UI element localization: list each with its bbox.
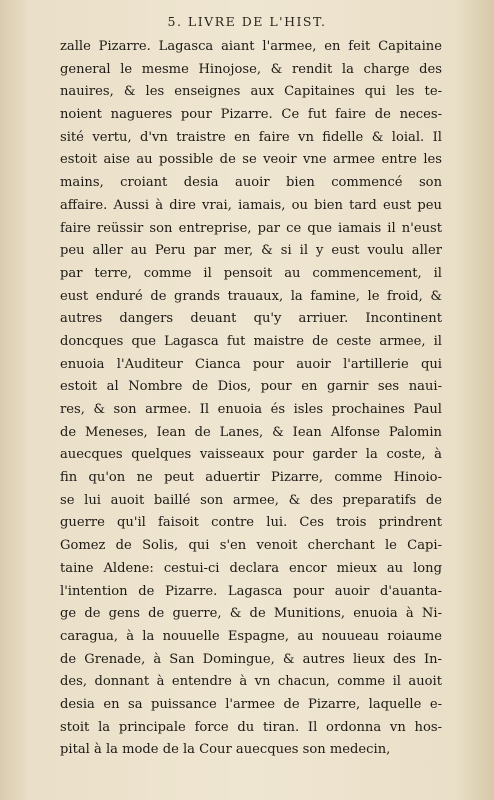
text-line: se lui auoit baillé son armee, & des preparatifs de (60, 492, 442, 508)
text-line: ge de gens de guerre, & de Munitions, enuoia à Ni- (60, 606, 442, 622)
text-line: par terre, comme il pensoit au commencement, il (60, 265, 442, 281)
text-line: caragua, à la nouuelle Espagne, au nouueau roiaume (60, 628, 442, 644)
text-line: guerre qu'il faisoit contre lui. Ces trois prindrent (60, 515, 442, 531)
text-line: peu aller au Peru par mer, & si il y eust voulu aller (60, 243, 442, 259)
text-line: noient nagueres pour Pizarre. Ce fut faire de neces- (60, 107, 442, 123)
text-line: doncques que Lagasca fut maistre de ceste armee, il (60, 333, 442, 349)
text-line: auecques quelques vaisseaux pour garder la coste, à (60, 447, 442, 463)
text-line: mains, croiant desia auoir bien commencé son (60, 175, 442, 191)
text-line: zalle Pizarre. Lagasca aiant l'armee, en feit Capitaine (60, 39, 442, 54)
text-line: autres dangers deuant qu'y arriuer. Incontinent (60, 311, 442, 327)
text-line: affaire. Aussi à dire vrai, iamais, ou bien tard eust peu (60, 197, 442, 213)
text-line: Gomez de Solis, qui s'en venoit cherchant le Capi- (60, 538, 442, 554)
text-line: sité vertu, d'vn traistre en faire vn fidelle & loial. Il (60, 129, 442, 145)
text-line: taine Aldene: cestui-ci declara encor mieux au long (60, 560, 442, 576)
text-line: enuoia l'Auditeur Cianca pour auoir l'artillerie qui (60, 356, 442, 372)
text-line: de Grenade, à San Domingue, & autres lieux des In- (60, 651, 442, 667)
body-text (60, 36, 442, 762)
text-line: nauires, & les enseignes aux Capitaines qui les te- (60, 84, 442, 100)
text-line: l'intention de Pizarre. Lagasca pour auoir d'auanta- (60, 583, 442, 599)
text-line: pital à la mode de la Cour auecques son medecin, (60, 742, 391, 758)
running-head: 5. LIVRE DE L'HIST. (167, 14, 327, 29)
text-line: estoit aise au possible de se veoir vne armee entre les (60, 152, 442, 168)
text-line: faire reüssir son entreprise, par ce que iamais il n'eust (60, 220, 442, 236)
text-line: eust enduré de grands trauaux, la famine, le froid, & (60, 288, 442, 304)
text-line: general le mesme Hinojose, & rendit la charge des (60, 61, 442, 77)
text-line: estoit al Nombre de Dios, pour en garnir ses naui- (60, 379, 442, 395)
text-line: desia en sa puissance l'armee de Pizarre, laquelle e- (60, 696, 442, 712)
text-line: stoit la principale force du tiran. Il ordonna vn hos- (60, 719, 442, 735)
text-line: fin qu'on ne peut aduertir Pizarre, comme Hinoio- (60, 470, 442, 486)
text-line: res, & son armee. Il enuoia és isles prochaines Paul (60, 402, 442, 417)
text-line: des, donnant à entendre à vn chacun, comme il auoit (60, 674, 442, 690)
text-line: de Meneses, Iean de Lanes, & Iean Alfonse Palomin (60, 424, 442, 440)
